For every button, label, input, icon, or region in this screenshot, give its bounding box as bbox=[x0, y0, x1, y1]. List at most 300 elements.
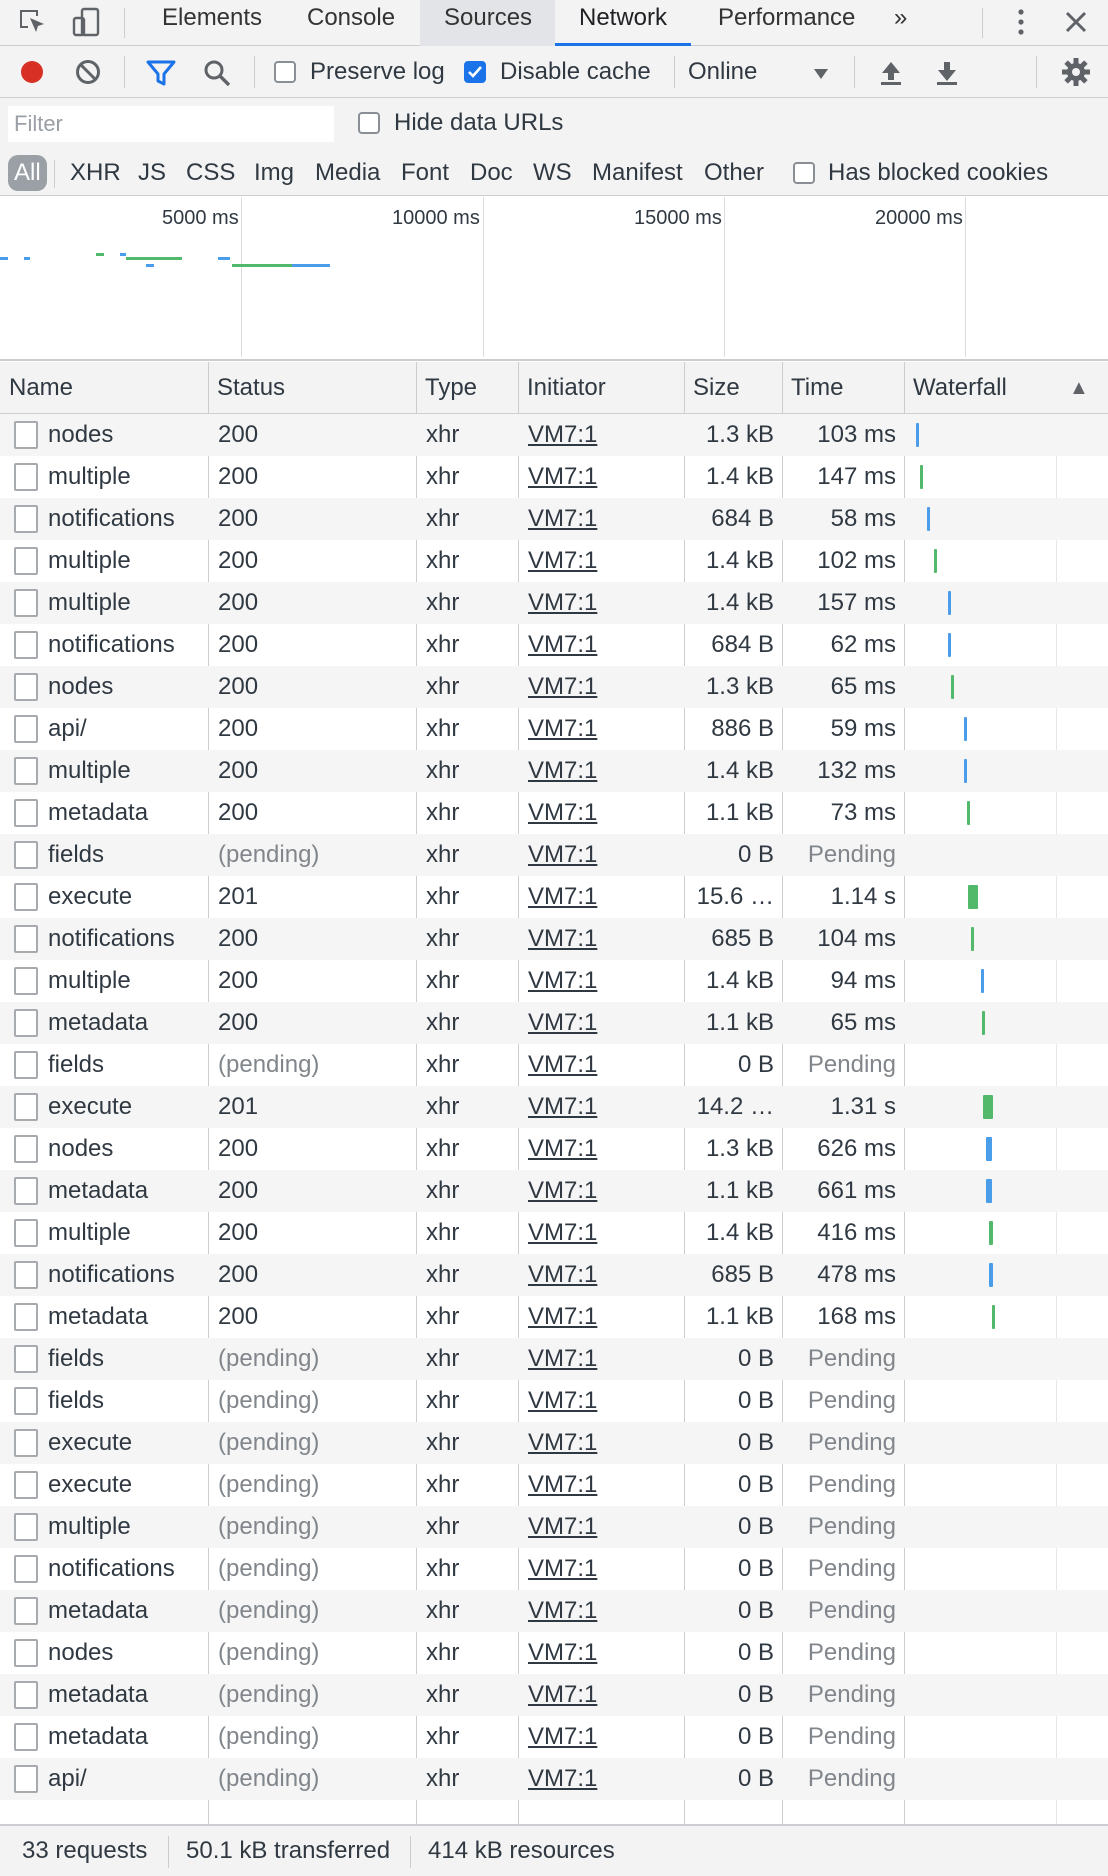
type-filter-manifest[interactable]: Manifest bbox=[592, 159, 683, 186]
cell-size: 1.4 kB bbox=[705, 1219, 774, 1246]
cell-initiator[interactable]: VM7:1 bbox=[528, 1639, 598, 1666]
disable-cache-checkbox[interactable] bbox=[464, 61, 486, 83]
has-blocked-cookies-label: Has blocked cookies bbox=[828, 159, 1049, 186]
table-row[interactable] bbox=[0, 834, 1108, 876]
cell-status: 200 bbox=[218, 463, 259, 490]
cell-initiator[interactable]: VM7:1 bbox=[528, 967, 598, 994]
cell-size: 1.4 kB bbox=[705, 967, 774, 994]
cell-size: 886 B bbox=[711, 715, 774, 742]
cell-status: 200 bbox=[218, 547, 259, 574]
tab-sources[interactable]: Sources bbox=[420, 0, 556, 46]
cell-initiator[interactable]: VM7:1 bbox=[528, 1219, 598, 1246]
cell-type: xhr bbox=[426, 1429, 460, 1456]
cell-status: 200 bbox=[218, 421, 259, 448]
cell-initiator[interactable]: VM7:1 bbox=[528, 1429, 598, 1456]
cell-status: (pending) bbox=[218, 1555, 320, 1582]
cell-name: notifications bbox=[48, 631, 175, 658]
waterfall-bar bbox=[989, 1263, 993, 1287]
cell-initiator[interactable]: VM7:1 bbox=[528, 673, 598, 700]
has-blocked-cookies-checkbox[interactable] bbox=[793, 162, 815, 184]
cell-type: xhr bbox=[426, 1555, 460, 1582]
cell-status: 200 bbox=[218, 1303, 259, 1330]
toolbar-divider bbox=[254, 56, 255, 88]
close-icon[interactable] bbox=[1060, 6, 1092, 38]
cell-time: Pending bbox=[807, 1345, 896, 1372]
overview-activity-bar bbox=[232, 264, 292, 267]
file-icon bbox=[14, 589, 38, 617]
cell-size: 0 B bbox=[737, 1051, 774, 1078]
column-header-size[interactable]: Size bbox=[693, 374, 740, 401]
cell-initiator[interactable]: VM7:1 bbox=[528, 1555, 598, 1582]
hide-data-urls-checkbox[interactable] bbox=[358, 112, 380, 134]
waterfall-bar bbox=[934, 549, 937, 573]
overview-tick-label: 10000 ms bbox=[392, 207, 480, 229]
file-icon bbox=[14, 1387, 38, 1415]
overview-gridline bbox=[965, 197, 966, 357]
cell-time: Pending bbox=[807, 1681, 896, 1708]
cell-type: xhr bbox=[426, 1513, 460, 1540]
header-divider bbox=[684, 362, 685, 414]
table-row[interactable] bbox=[0, 1086, 1108, 1128]
table-row[interactable] bbox=[0, 1044, 1108, 1086]
chevron-down-icon[interactable] bbox=[810, 62, 832, 84]
file-icon bbox=[14, 1093, 38, 1121]
type-filter-media[interactable]: Media bbox=[315, 159, 381, 186]
file-icon bbox=[14, 883, 38, 911]
cell-type: xhr bbox=[426, 463, 460, 490]
cell-time: Pending bbox=[807, 1765, 896, 1792]
table-row[interactable] bbox=[0, 1506, 1108, 1548]
tab-console[interactable]: Console bbox=[307, 4, 396, 31]
table-row[interactable] bbox=[0, 708, 1108, 750]
cell-type: xhr bbox=[426, 715, 460, 742]
waterfall-bar bbox=[920, 465, 923, 489]
cell-status: 200 bbox=[218, 715, 259, 742]
tab-network[interactable]: Network bbox=[555, 0, 691, 46]
cell-name: multiple bbox=[48, 757, 131, 784]
cell-time: 626 ms bbox=[817, 1135, 896, 1162]
table-row[interactable] bbox=[0, 960, 1108, 1002]
cell-initiator[interactable]: VM7:1 bbox=[528, 799, 598, 826]
cell-time: 661 ms bbox=[817, 1177, 896, 1204]
table-row[interactable] bbox=[0, 1716, 1108, 1758]
waterfall-bar bbox=[986, 1179, 992, 1203]
overview-gridline bbox=[241, 197, 242, 357]
cell-status: 201 bbox=[218, 1093, 259, 1120]
cell-initiator[interactable]: VM7:1 bbox=[528, 1765, 598, 1792]
cell-status: (pending) bbox=[218, 1345, 320, 1372]
overview-gridline bbox=[724, 197, 725, 357]
cell-initiator[interactable]: VM7:1 bbox=[528, 1177, 598, 1204]
cell-time: 103 ms bbox=[817, 421, 896, 448]
cell-status: 200 bbox=[218, 757, 259, 784]
preserve-log-label: Preserve log bbox=[310, 58, 445, 85]
cell-size: 0 B bbox=[737, 1345, 774, 1372]
filter-icon[interactable] bbox=[146, 58, 176, 88]
cell-status: 200 bbox=[218, 589, 259, 616]
type-filter-img[interactable]: Img bbox=[254, 159, 295, 186]
header-divider bbox=[782, 362, 783, 414]
cell-status: (pending) bbox=[218, 1471, 320, 1498]
cell-size: 1.1 kB bbox=[705, 1009, 774, 1036]
table-row[interactable] bbox=[0, 456, 1108, 498]
cell-type: xhr bbox=[426, 631, 460, 658]
cell-size: 0 B bbox=[737, 1639, 774, 1666]
file-icon bbox=[14, 841, 38, 869]
file-icon bbox=[14, 1471, 38, 1499]
file-icon bbox=[14, 715, 38, 743]
waterfall-bar bbox=[992, 1305, 995, 1329]
table-row[interactable] bbox=[0, 1464, 1108, 1506]
table-row[interactable] bbox=[0, 582, 1108, 624]
cell-time: Pending bbox=[807, 1387, 896, 1414]
type-filter-xhr[interactable]: XHR bbox=[70, 159, 121, 186]
cell-type: xhr bbox=[426, 925, 460, 952]
table-header bbox=[0, 362, 1108, 414]
waterfall-bar bbox=[983, 1095, 993, 1119]
cell-name: execute bbox=[48, 1429, 133, 1456]
cell-size: 0 B bbox=[737, 1513, 774, 1540]
cell-size: 0 B bbox=[737, 1723, 774, 1750]
cell-name: multiple bbox=[48, 1513, 131, 1540]
requests-table bbox=[0, 362, 1108, 1824]
cell-name: fields bbox=[48, 841, 105, 868]
cell-time: 168 ms bbox=[817, 1303, 896, 1330]
tab-elements[interactable]: Elements bbox=[162, 4, 263, 31]
cell-type: xhr bbox=[426, 1177, 460, 1204]
cell-time: 62 ms bbox=[830, 631, 896, 658]
disable-cache-label: Disable cache bbox=[500, 58, 651, 85]
header-divider bbox=[518, 362, 519, 414]
file-icon bbox=[14, 1177, 38, 1205]
cell-size: 0 B bbox=[737, 1429, 774, 1456]
cell-type: xhr bbox=[426, 799, 460, 826]
cell-name: notifications bbox=[48, 505, 175, 532]
record-icon[interactable] bbox=[18, 58, 46, 86]
cell-name: execute bbox=[48, 883, 133, 910]
cell-size: 15.6 … bbox=[696, 883, 774, 910]
cell-name: notifications bbox=[48, 1261, 175, 1288]
table-row[interactable] bbox=[0, 1548, 1108, 1590]
cell-initiator[interactable]: VM7:1 bbox=[528, 631, 598, 658]
cell-initiator[interactable]: VM7:1 bbox=[528, 715, 598, 742]
more-tabs-button[interactable]: » bbox=[894, 4, 908, 31]
cell-status: (pending) bbox=[218, 1765, 320, 1792]
search-icon[interactable] bbox=[202, 58, 232, 88]
overview-activity-bar bbox=[24, 257, 30, 260]
cell-name: metadata bbox=[48, 799, 149, 826]
cell-initiator[interactable]: VM7:1 bbox=[528, 505, 598, 532]
cell-status: 201 bbox=[218, 883, 259, 910]
device-toolbar-icon[interactable] bbox=[70, 6, 102, 38]
cell-type: xhr bbox=[426, 1723, 460, 1750]
table-row[interactable] bbox=[0, 1128, 1108, 1170]
preserve-log-checkbox[interactable] bbox=[274, 61, 296, 83]
cell-type: xhr bbox=[426, 1135, 460, 1162]
overview-activity-bar bbox=[0, 257, 8, 260]
cell-status: 200 bbox=[218, 1009, 259, 1036]
cell-status: 200 bbox=[218, 1261, 259, 1288]
cell-initiator[interactable]: VM7:1 bbox=[528, 883, 598, 910]
cell-initiator[interactable]: VM7:1 bbox=[528, 757, 598, 784]
cell-status: (pending) bbox=[218, 1051, 320, 1078]
cell-time: Pending bbox=[807, 1429, 896, 1456]
waterfall-bar bbox=[948, 591, 951, 615]
waterfall-bar bbox=[948, 633, 951, 657]
column-header-waterfall[interactable]: Waterfall bbox=[913, 374, 1007, 401]
export-har-icon[interactable] bbox=[932, 58, 962, 88]
table-row[interactable] bbox=[0, 666, 1108, 708]
table-row[interactable] bbox=[0, 918, 1108, 960]
file-icon bbox=[14, 1513, 38, 1541]
cell-time: 416 ms bbox=[817, 1219, 896, 1246]
cell-type: xhr bbox=[426, 1093, 460, 1120]
file-icon bbox=[14, 631, 38, 659]
cell-initiator[interactable]: VM7:1 bbox=[528, 1135, 598, 1162]
cell-type: xhr bbox=[426, 1219, 460, 1246]
cell-size: 1.3 kB bbox=[705, 1135, 774, 1162]
type-filter-font[interactable]: Font bbox=[401, 159, 450, 186]
table-row[interactable] bbox=[0, 750, 1108, 792]
cell-time: Pending bbox=[807, 1051, 896, 1078]
cell-status: 200 bbox=[218, 1135, 259, 1162]
file-icon bbox=[14, 547, 38, 575]
cell-initiator[interactable]: VM7:1 bbox=[528, 1345, 598, 1372]
cell-initiator[interactable]: VM7:1 bbox=[528, 1681, 598, 1708]
cell-name: multiple bbox=[48, 463, 131, 490]
column-header-initiator[interactable]: Initiator bbox=[527, 374, 606, 401]
cell-time: Pending bbox=[807, 1723, 896, 1750]
cell-initiator[interactable]: VM7:1 bbox=[528, 1303, 598, 1330]
file-icon bbox=[14, 1723, 38, 1751]
waterfall-bar bbox=[967, 801, 970, 825]
cell-initiator[interactable]: VM7:1 bbox=[528, 1009, 598, 1036]
cell-size: 0 B bbox=[737, 1765, 774, 1792]
cell-name: fields bbox=[48, 1345, 105, 1372]
table-row[interactable] bbox=[0, 1296, 1108, 1338]
cell-initiator[interactable]: VM7:1 bbox=[528, 1471, 598, 1498]
file-icon bbox=[14, 1051, 38, 1079]
inspect-element-icon[interactable] bbox=[16, 6, 48, 38]
type-filter-divider bbox=[54, 160, 55, 188]
table-row[interactable] bbox=[0, 498, 1108, 540]
tab-performance[interactable]: Performance bbox=[718, 4, 856, 31]
table-row[interactable] bbox=[0, 1170, 1108, 1212]
cell-size: 0 B bbox=[737, 1387, 774, 1414]
table-row[interactable] bbox=[0, 792, 1108, 834]
cell-type: xhr bbox=[426, 589, 460, 616]
cell-size: 685 B bbox=[711, 1261, 774, 1288]
cell-size: 0 B bbox=[737, 1471, 774, 1498]
cell-type: xhr bbox=[426, 673, 460, 700]
file-icon bbox=[14, 1303, 38, 1331]
table-row[interactable] bbox=[0, 1674, 1108, 1716]
table-row[interactable] bbox=[0, 1422, 1108, 1464]
cell-status: 200 bbox=[218, 673, 259, 700]
cell-time: 65 ms bbox=[830, 673, 896, 700]
cell-initiator[interactable]: VM7:1 bbox=[528, 547, 598, 574]
cell-time: 1.14 s bbox=[830, 883, 896, 910]
table-row[interactable] bbox=[0, 1380, 1108, 1422]
cell-type: xhr bbox=[426, 1345, 460, 1372]
cell-initiator[interactable]: VM7:1 bbox=[528, 1723, 598, 1750]
sort-ascending-icon[interactable]: ▲ bbox=[1069, 377, 1089, 399]
cell-initiator[interactable]: VM7:1 bbox=[528, 1093, 598, 1120]
cell-size: 0 B bbox=[737, 1555, 774, 1582]
cell-size: 684 B bbox=[711, 631, 774, 658]
tab-bar-divider bbox=[982, 8, 983, 38]
cell-type: xhr bbox=[426, 1303, 460, 1330]
type-filter-all[interactable]: All bbox=[8, 155, 47, 191]
cell-time: 65 ms bbox=[830, 1009, 896, 1036]
waterfall-bar bbox=[968, 885, 978, 909]
cell-size: 1.4 kB bbox=[705, 589, 774, 616]
cell-name: metadata bbox=[48, 1681, 149, 1708]
cell-type: xhr bbox=[426, 1009, 460, 1036]
cell-initiator[interactable]: VM7:1 bbox=[528, 1597, 598, 1624]
column-header-status[interactable]: Status bbox=[217, 374, 286, 401]
cell-time: 73 ms bbox=[830, 799, 896, 826]
cell-type: xhr bbox=[426, 967, 460, 994]
cell-type: xhr bbox=[426, 505, 460, 532]
request-count: 33 requests bbox=[22, 1837, 148, 1864]
tab-bar-divider bbox=[124, 8, 125, 38]
cell-size: 685 B bbox=[711, 925, 774, 952]
cell-name: execute bbox=[48, 1471, 133, 1498]
cell-name: metadata bbox=[48, 1177, 149, 1204]
cell-status: 200 bbox=[218, 799, 259, 826]
table-row[interactable] bbox=[0, 1254, 1108, 1296]
column-header-type[interactable]: Type bbox=[425, 374, 478, 401]
overview-tick-label: 5000 ms bbox=[162, 207, 239, 229]
cell-initiator[interactable]: VM7:1 bbox=[528, 589, 598, 616]
cell-initiator[interactable]: VM7:1 bbox=[528, 1261, 598, 1288]
cell-initiator[interactable]: VM7:1 bbox=[528, 1051, 598, 1078]
cell-status: (pending) bbox=[218, 1639, 320, 1666]
cell-time: 1.31 s bbox=[830, 1093, 896, 1120]
cell-size: 684 B bbox=[711, 505, 774, 532]
file-icon bbox=[14, 757, 38, 785]
table-row[interactable] bbox=[0, 1590, 1108, 1632]
cell-initiator[interactable]: VM7:1 bbox=[528, 925, 598, 952]
file-icon bbox=[14, 1135, 38, 1163]
filter-bar bbox=[0, 98, 1108, 150]
cell-size: 1.1 kB bbox=[705, 799, 774, 826]
column-header-time[interactable]: Time bbox=[791, 374, 844, 401]
cell-name: execute bbox=[48, 1093, 133, 1120]
cell-type: xhr bbox=[426, 1765, 460, 1792]
cell-status: 200 bbox=[218, 1219, 259, 1246]
cell-size: 0 B bbox=[737, 1597, 774, 1624]
overview-activity-bar bbox=[218, 257, 230, 260]
cell-initiator[interactable]: VM7:1 bbox=[528, 841, 598, 868]
table-row[interactable] bbox=[0, 1212, 1108, 1254]
waterfall-bar bbox=[981, 969, 984, 993]
type-filter-doc[interactable]: Doc bbox=[470, 159, 513, 186]
type-filter-js[interactable]: JS bbox=[138, 159, 167, 186]
file-icon bbox=[14, 925, 38, 953]
cell-time: 58 ms bbox=[830, 505, 896, 532]
overview-activity-bar bbox=[120, 253, 126, 256]
overview-activity-bar bbox=[126, 257, 182, 260]
file-icon bbox=[14, 1765, 38, 1793]
table-row[interactable] bbox=[0, 1632, 1108, 1674]
table-row[interactable] bbox=[0, 540, 1108, 582]
cell-size: 1.3 kB bbox=[705, 421, 774, 448]
cell-type: xhr bbox=[426, 757, 460, 784]
waterfall-bar bbox=[971, 927, 974, 951]
table-row[interactable] bbox=[0, 1338, 1108, 1380]
cell-type: xhr bbox=[426, 547, 460, 574]
cell-status: 200 bbox=[218, 1177, 259, 1204]
cell-type: xhr bbox=[426, 883, 460, 910]
table-row[interactable] bbox=[0, 876, 1108, 918]
cell-status: 200 bbox=[218, 505, 259, 532]
file-icon bbox=[14, 673, 38, 701]
waterfall-bar bbox=[951, 675, 954, 699]
overview-activity-bar bbox=[96, 253, 104, 256]
file-icon bbox=[14, 421, 38, 449]
column-header-name[interactable]: Name bbox=[9, 374, 74, 401]
filter-input[interactable] bbox=[8, 106, 334, 142]
file-icon bbox=[14, 463, 38, 491]
hide-data-urls-label: Hide data URLs bbox=[394, 109, 564, 136]
cell-name: metadata bbox=[48, 1303, 149, 1330]
cell-initiator[interactable]: VM7:1 bbox=[528, 1387, 598, 1414]
cell-initiator[interactable]: VM7:1 bbox=[528, 1513, 598, 1540]
cell-type: xhr bbox=[426, 1639, 460, 1666]
cell-size: 1.1 kB bbox=[705, 1177, 774, 1204]
cell-time: 94 ms bbox=[830, 967, 896, 994]
toolbar-divider bbox=[1036, 56, 1037, 88]
cell-name: nodes bbox=[48, 421, 114, 448]
kebab-menu-icon[interactable] bbox=[1005, 6, 1037, 38]
resources-size: 414 kB resources bbox=[428, 1837, 615, 1864]
cell-time: 157 ms bbox=[817, 589, 896, 616]
file-icon bbox=[14, 1639, 38, 1667]
cell-name: multiple bbox=[48, 967, 131, 994]
table-row[interactable] bbox=[0, 1002, 1108, 1044]
cell-name: notifications bbox=[48, 925, 175, 952]
cell-status: (pending) bbox=[218, 1429, 320, 1456]
settings-gear-icon[interactable] bbox=[1060, 56, 1092, 88]
cell-size: 1.1 kB bbox=[705, 1303, 774, 1330]
type-filter-ws[interactable]: WS bbox=[533, 159, 572, 186]
cell-name: multiple bbox=[48, 1219, 131, 1246]
table-row[interactable] bbox=[0, 414, 1108, 456]
import-har-icon[interactable] bbox=[876, 58, 906, 88]
transferred-size: 50.1 kB transferred bbox=[186, 1837, 391, 1864]
network-overview-timeline[interactable] bbox=[0, 197, 1108, 361]
cell-status: (pending) bbox=[218, 1513, 320, 1540]
type-filter-css[interactable]: CSS bbox=[186, 159, 236, 186]
file-icon bbox=[14, 1681, 38, 1709]
cell-initiator[interactable]: VM7:1 bbox=[528, 463, 598, 490]
table-row[interactable] bbox=[0, 1758, 1108, 1800]
cell-type: xhr bbox=[426, 1681, 460, 1708]
table-row[interactable] bbox=[0, 624, 1108, 666]
clear-icon[interactable] bbox=[74, 58, 102, 86]
cell-type: xhr bbox=[426, 1051, 460, 1078]
cell-name: nodes bbox=[48, 1639, 114, 1666]
throttling-select[interactable]: Online bbox=[688, 58, 758, 85]
file-icon bbox=[14, 1429, 38, 1457]
waterfall-bar bbox=[986, 1137, 992, 1161]
cell-time: 102 ms bbox=[817, 547, 896, 574]
cell-initiator[interactable]: VM7:1 bbox=[528, 421, 598, 448]
type-filter-other[interactable]: Other bbox=[704, 159, 765, 186]
overview-gridline bbox=[483, 197, 484, 357]
